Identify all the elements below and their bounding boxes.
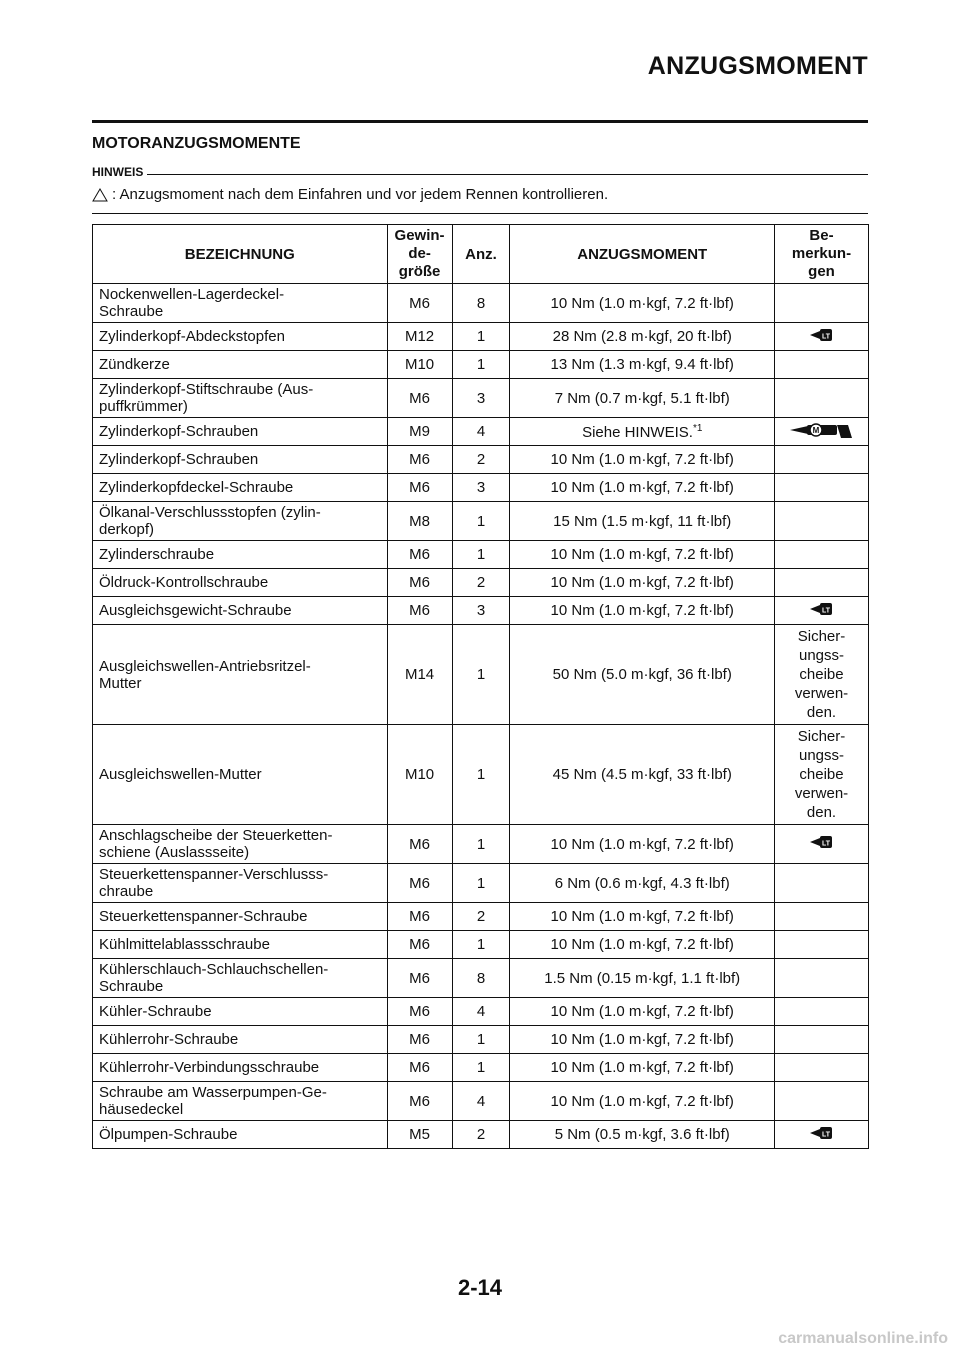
- cell-remarks: [775, 284, 869, 323]
- cell-thread-size: M6: [387, 903, 452, 931]
- note-header: [92, 165, 868, 179]
- cell-thread-size: M8: [387, 502, 452, 541]
- cell-thread-size: M10: [387, 351, 452, 379]
- table-row: [93, 474, 869, 502]
- cell-quantity: 8: [452, 959, 510, 998]
- header-remarks: [775, 225, 869, 284]
- cell-torque: [510, 474, 775, 502]
- cell-thread-size: M6: [387, 284, 452, 323]
- cell-remarks: [775, 351, 869, 379]
- cell-quantity: 1: [452, 825, 510, 864]
- cell-torque: [510, 323, 775, 351]
- cell-remarks: [775, 864, 869, 903]
- cell-torque: [510, 1121, 775, 1149]
- cell-torque: [510, 903, 775, 931]
- cell-thread-size: M6: [387, 1082, 452, 1121]
- torque-value: 10 Nm (1.0 m·kgf, 7.2 ft·lbf): [550, 1003, 734, 1020]
- cell-thread-size: M6: [387, 541, 452, 569]
- torque-value: 10 Nm (1.0 m·kgf, 7.2 ft·lbf): [550, 1031, 734, 1048]
- cell-thread-size: M6: [387, 1054, 452, 1082]
- cell-thread-size: M6: [387, 931, 452, 959]
- cell-name: Kühlerrohr-Verbindungsschraube: [93, 1054, 388, 1082]
- cell-quantity: 1: [452, 541, 510, 569]
- cell-remarks: [775, 1026, 869, 1054]
- note-divider: [147, 174, 868, 175]
- note-label: HINWEIS: [92, 165, 144, 179]
- header-qty-label: Anz.: [465, 245, 497, 263]
- cell-name: Zylinderschraube: [93, 541, 388, 569]
- cell-remarks: [775, 446, 869, 474]
- molybdenum-grease-icon: [788, 421, 856, 443]
- cell-torque: [510, 1082, 775, 1121]
- cell-remarks: [775, 418, 869, 446]
- cell-name: Kühler-Schraube: [93, 998, 388, 1026]
- table-row: [93, 323, 869, 351]
- watermark: carmanualsonline.info: [778, 1330, 948, 1347]
- cell-name: Steuerkettenspanner-Verschlusss- chraube: [93, 864, 388, 903]
- torque-value: 6 Nm (0.6 m·kgf, 4.3 ft·lbf): [554, 874, 730, 892]
- svg-text:LT: LT: [821, 607, 830, 614]
- warning-triangle-icon: [92, 188, 108, 202]
- title-rule: [92, 120, 868, 123]
- table-row: [93, 446, 869, 474]
- torque-value: 7 Nm (0.7 m·kgf, 5.1 ft·lbf): [554, 389, 730, 407]
- cell-quantity: 4: [452, 998, 510, 1026]
- torque-value: 10 Nm (1.0 m·kgf, 7.2 ft·lbf): [550, 1092, 734, 1110]
- cell-remarks: [775, 625, 869, 725]
- cell-name: Ausgleichsgewicht-Schraube: [93, 597, 388, 625]
- cell-remarks: [775, 998, 869, 1026]
- table-row: [93, 1121, 869, 1149]
- table-row: [93, 418, 869, 446]
- torque-value: 10 Nm (1.0 m·kgf, 7.2 ft·lbf): [550, 835, 734, 853]
- footnote-reference: *1: [692, 422, 703, 434]
- cell-thread-size: M6: [387, 959, 452, 998]
- cell-thread-size: M6: [387, 569, 452, 597]
- torque-value: 10 Nm (1.0 m·kgf, 7.2 ft·lbf): [550, 908, 734, 925]
- cell-torque: [510, 284, 775, 323]
- cell-thread-size: M6: [387, 446, 452, 474]
- cell-name: Schraube am Wasserpumpen-Ge- häusedeckel: [93, 1082, 388, 1121]
- torque-table-body: [93, 284, 869, 1149]
- cell-remarks: [775, 931, 869, 959]
- table-row: [93, 625, 869, 725]
- torque-value: 15 Nm (1.5 m·kgf, 11 ft·lbf): [553, 512, 732, 530]
- cell-name: Kühlmittelablassschraube: [93, 931, 388, 959]
- cell-quantity: 1: [452, 351, 510, 379]
- cell-thread-size: M10: [387, 725, 452, 825]
- cell-name: Öldruck-Kontrollschraube: [93, 569, 388, 597]
- locking-agent-icon: [809, 834, 835, 854]
- table-row: [93, 1054, 869, 1082]
- cell-name: Kühlerrohr-Schraube: [93, 1026, 388, 1054]
- cell-quantity: 1: [452, 864, 510, 903]
- cell-torque: [510, 379, 775, 418]
- table-row: [93, 864, 869, 903]
- cell-name: Ausgleichswellen-Antriebsritzel- Mutter: [93, 625, 388, 725]
- header-name-label: BEZEICHNUNG: [184, 245, 295, 263]
- cell-torque: [510, 502, 775, 541]
- torque-value: 10 Nm (1.0 m·kgf, 7.2 ft·lbf): [550, 1059, 734, 1076]
- cell-quantity: 2: [452, 446, 510, 474]
- cell-torque: [510, 959, 775, 998]
- cell-thread-size: M6: [387, 825, 452, 864]
- cell-remarks: [775, 903, 869, 931]
- cell-quantity: 1: [452, 625, 510, 725]
- cell-name: Zylinderkopf-Schrauben: [93, 418, 388, 446]
- table-row: [93, 1082, 869, 1121]
- note-text: : Anzugsmoment nach dem Einfahren und vor jedem Rennen kontrollieren.: [112, 186, 609, 203]
- table-row: [93, 959, 869, 998]
- cell-name: Steuerkettenspanner-Schraube: [93, 903, 388, 931]
- cell-remarks: [775, 474, 869, 502]
- cell-name: Anschlagscheibe der Steuerketten- schiene (Auslassseite): [93, 825, 388, 864]
- svg-text:LT: LT: [821, 840, 830, 848]
- cell-name: Nockenwellen-Lagerdeckel- Schraube: [93, 284, 388, 323]
- note-end-rule: [92, 213, 868, 214]
- table-header-row: [93, 225, 869, 284]
- svg-text:LT: LT: [821, 1131, 830, 1138]
- cell-quantity: 3: [452, 379, 510, 418]
- cell-torque: [510, 1054, 775, 1082]
- torque-table: [92, 224, 869, 1149]
- cell-remarks: [775, 379, 869, 418]
- torque-value: 13 Nm (1.3 m·kgf, 9.4 ft·lbf): [550, 356, 734, 373]
- cell-torque: [510, 864, 775, 903]
- torque-value: 1.5 Nm (0.15 m·kgf, 1.1 ft·lbf): [544, 969, 741, 987]
- cell-name: Zündkerze: [93, 351, 388, 379]
- cell-thread-size: M6: [387, 998, 452, 1026]
- header-torque-label: ANZUGSMOMENT: [577, 245, 708, 263]
- cell-thread-size: M14: [387, 625, 452, 725]
- cell-thread-size: M6: [387, 864, 452, 903]
- cell-thread-size: M6: [387, 597, 452, 625]
- cell-torque: [510, 625, 775, 725]
- header-remarks-label: Be- merkun- gen: [791, 227, 852, 280]
- torque-value: 10 Nm (1.0 m·kgf, 7.2 ft·lbf): [550, 294, 734, 312]
- page-number: 2-14: [457, 1275, 503, 1300]
- table-row: [93, 903, 869, 931]
- cell-torque: [510, 541, 775, 569]
- cell-thread-size: M12: [387, 323, 452, 351]
- cell-quantity: 1: [452, 323, 510, 351]
- torque-value: 10 Nm (1.0 m·kgf, 7.2 ft·lbf): [550, 936, 734, 953]
- cell-remarks: [775, 323, 869, 351]
- remark-text: Sicher- ungss- cheibe verwen- den.: [794, 628, 849, 721]
- cell-quantity: 4: [452, 418, 510, 446]
- cell-quantity: 1: [452, 502, 510, 541]
- section-title: MOTORANZUGSMOMENTE: [92, 135, 301, 152]
- table-row: [93, 1026, 869, 1054]
- cell-name: Ausgleichswellen-Mutter: [93, 725, 388, 825]
- cell-remarks: [775, 569, 869, 597]
- cell-thread-size: M6: [387, 1026, 452, 1054]
- cell-quantity: 2: [452, 1121, 510, 1149]
- svg-text:LT: LT: [821, 333, 830, 340]
- cell-name: Ölkanal-Verschlussstopfen (zylin- derkopf): [93, 502, 388, 541]
- cell-remarks: [775, 725, 869, 825]
- header-name: [93, 225, 388, 284]
- table-row: [93, 284, 869, 323]
- cell-thread-size: M5: [387, 1121, 452, 1149]
- table-row: [93, 379, 869, 418]
- table-row: [93, 351, 869, 379]
- table-row: [93, 931, 869, 959]
- table-row: [93, 569, 869, 597]
- remark-text: Sicher- ungss- cheibe verwen- den.: [794, 728, 849, 821]
- torque-value: 45 Nm (4.5 m·kgf, 33 ft·lbf): [552, 766, 732, 783]
- cell-name: Kühlerschlauch-Schlauchschellen- Schraube: [93, 959, 388, 998]
- cell-name: Zylinderkopf-Stiftschraube (Aus- puffkrümmer): [93, 379, 388, 418]
- torque-value: 10 Nm (1.0 m·kgf, 7.2 ft·lbf): [550, 602, 734, 619]
- torque-value: 10 Nm (1.0 m·kgf, 7.2 ft·lbf): [550, 546, 734, 563]
- cell-thread-size: M6: [387, 474, 452, 502]
- table-row: [93, 541, 869, 569]
- note: [92, 186, 608, 203]
- torque-value: 10 Nm (1.0 m·kgf, 7.2 ft·lbf): [550, 479, 734, 496]
- cell-name: Zylinderkopf-Schrauben: [93, 446, 388, 474]
- cell-quantity: 8: [452, 284, 510, 323]
- cell-torque: [510, 931, 775, 959]
- torque-value: 50 Nm (5.0 m·kgf, 36 ft·lbf): [552, 666, 732, 683]
- cell-remarks: [775, 1054, 869, 1082]
- locking-agent-icon: [809, 601, 835, 621]
- cell-quantity: 2: [452, 569, 510, 597]
- header-thread: [387, 225, 452, 284]
- table-row: [93, 825, 869, 864]
- cell-torque: [510, 1026, 775, 1054]
- header-torque: [510, 225, 775, 284]
- cell-torque: [510, 351, 775, 379]
- cell-remarks: [775, 825, 869, 864]
- cell-name: Zylinderkopf-Abdeckstopfen: [93, 323, 388, 351]
- cell-quantity: 4: [452, 1082, 510, 1121]
- cell-remarks: [775, 1082, 869, 1121]
- cell-torque: [510, 597, 775, 625]
- locking-agent-icon: [809, 327, 835, 347]
- cell-quantity: 3: [452, 474, 510, 502]
- torque-value: 10 Nm (1.0 m·kgf, 7.2 ft·lbf): [550, 574, 734, 591]
- cell-torque: [510, 725, 775, 825]
- cell-thread-size: M6: [387, 379, 452, 418]
- header-qty: [452, 225, 510, 284]
- table-row: [93, 502, 869, 541]
- cell-name: Ölpumpen-Schraube: [93, 1121, 388, 1149]
- cell-thread-size: M9: [387, 418, 452, 446]
- cell-name: Zylinderkopfdeckel-Schraube: [93, 474, 388, 502]
- cell-quantity: 3: [452, 597, 510, 625]
- torque-value: 5 Nm (0.5 m·kgf, 3.6 ft·lbf): [554, 1126, 730, 1143]
- cell-quantity: 1: [452, 1054, 510, 1082]
- torque-value: 28 Nm (2.8 m·kgf, 20 ft·lbf): [552, 328, 732, 345]
- cell-torque: [510, 998, 775, 1026]
- cell-remarks: [775, 541, 869, 569]
- cell-torque: [510, 569, 775, 597]
- header-thread-label: Gewin- de- größe: [394, 227, 445, 280]
- cell-torque: [510, 825, 775, 864]
- cell-remarks: [775, 1121, 869, 1149]
- cell-quantity: 1: [452, 1026, 510, 1054]
- cell-torque: [510, 418, 775, 446]
- cell-remarks: [775, 502, 869, 541]
- torque-value: 10 Nm (1.0 m·kgf, 7.2 ft·lbf): [550, 451, 734, 468]
- cell-remarks: [775, 959, 869, 998]
- cell-quantity: 1: [452, 931, 510, 959]
- svg-text:M: M: [812, 425, 819, 435]
- table-row: [93, 725, 869, 825]
- table-row: [93, 597, 869, 625]
- table-row: [93, 998, 869, 1026]
- cell-remarks: [775, 597, 869, 625]
- page-title: ANZUGSMOMENT: [647, 52, 868, 80]
- torque-value: Siehe HINWEIS.: [582, 423, 693, 441]
- cell-torque: [510, 446, 775, 474]
- locking-agent-icon: [809, 1125, 835, 1145]
- cell-quantity: 2: [452, 903, 510, 931]
- cell-quantity: 1: [452, 725, 510, 825]
